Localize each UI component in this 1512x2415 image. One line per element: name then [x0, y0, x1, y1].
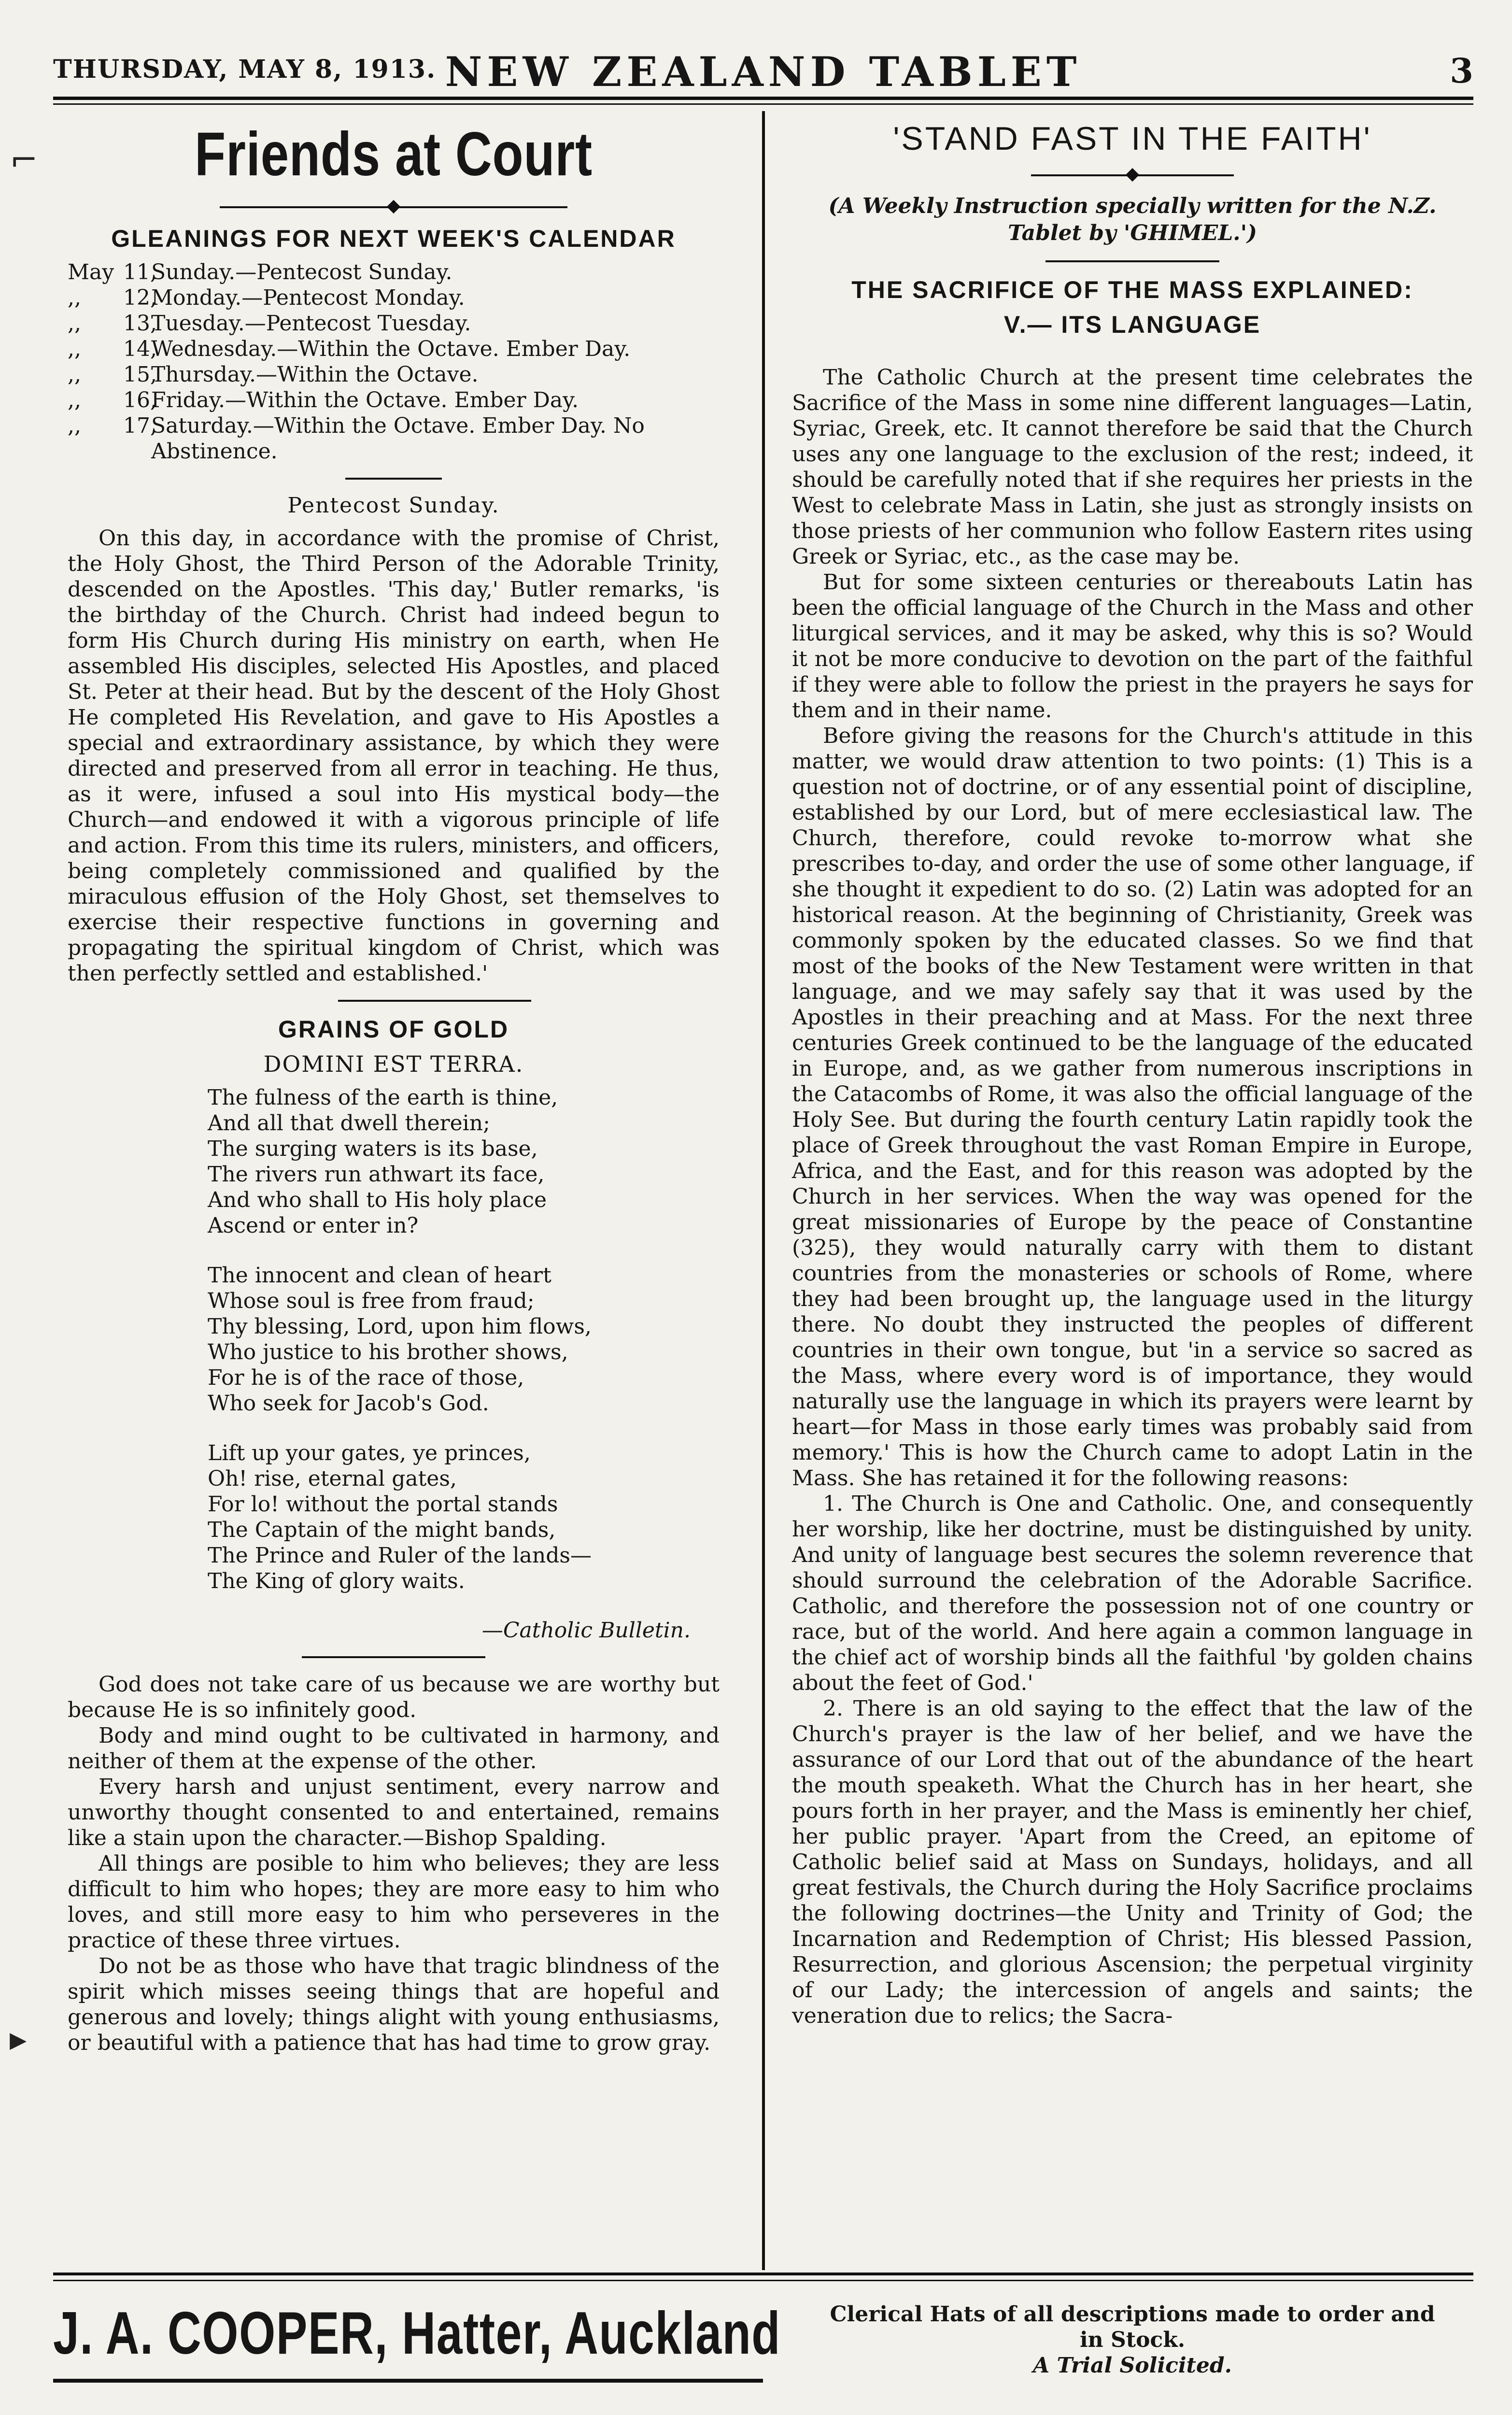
calendar-t: Tuesday.—Pentecost Tuesday. [151, 311, 471, 336]
calendar-m: May [68, 259, 114, 284]
divider [1046, 260, 1219, 262]
header-rule [53, 97, 1473, 100]
article-body [792, 365, 1473, 2029]
section-title: 'STAND FAST IN THE FAITH' [893, 120, 1372, 157]
section-title: Friends at Court [195, 120, 593, 189]
poem-stanza [208, 1263, 720, 1416]
page-number: 3 [1450, 51, 1473, 91]
calendar-d: 16, [123, 387, 157, 412]
poem [208, 1085, 720, 1594]
poem-attribution: —Catholic Bulletin. [481, 1618, 691, 1643]
notice-line: Clerical Hats of all descriptions made to order and [830, 2302, 1435, 2327]
calendar-heading: GLEANINGS FOR NEXT WEEK'S CALENDAR [111, 225, 676, 252]
poem-line: The Prince and Ruler of the lands— [208, 1543, 592, 1568]
poem-line: For he is of the race of those, [208, 1365, 524, 1390]
left-column [68, 121, 720, 2056]
calendar-entry [68, 362, 720, 387]
pentecost-heading: Pentecost Sunday. [287, 493, 500, 518]
article-paragraph: But for some sixteen centuries or thereabouts Latin has been the official language of the Church in the Mass and other liturgical services, and it may be asked, why this is so? Would it not be more conducive to devotion on the part of the faithful if they were able to follow the priest in the prayers he says for them and in their name. [792, 569, 1473, 723]
masthead: NEW ZEALAND TABLET [445, 48, 1082, 96]
poem-line: The fulness of the earth is thine, [208, 1085, 558, 1110]
calendar-entry [68, 311, 720, 336]
calendar-entry [68, 259, 720, 285]
poem-line: For lo! without the portal stands [208, 1492, 558, 1517]
ornament-rule [220, 199, 567, 214]
maxim-paragraph: Do not be as those who have that tragic blindness of the spirit which misses seeing things that are hopeful and generous and lovely; things alight with young enthusiasms, or beautiful with a patience that has had time to grow gray. [68, 1953, 720, 2055]
divider [338, 1000, 531, 1002]
instruction-byline: (A Weekly Instruction specially written for the N.Z. Tablet by 'GHIMEL.') [828, 193, 1437, 245]
poem-line: The surging waters is its base, [208, 1136, 538, 1161]
calendar-t: Monday.—Pentecost Monday. [151, 285, 465, 310]
calendar-m: ,, [68, 362, 81, 387]
margin-mark: ⌐ [10, 140, 38, 180]
article-paragraph: The Catholic Church at the present time celebrates the Sacrifice of the Mass in some nine different languages—Latin, Syriac, Greek, etc. It cannot therefore be said that the Church uses any one language to the exclusion of the rest; indeed, it should be carefully noted that if she requires her priests in the West to celebrate Mass in Latin, she just as strongly insists on those priests of her communion who follow Eastern rites using Greek or Syriac, etc., as the case may be. [792, 365, 1473, 569]
poem-line: The innocent and clean of heart [208, 1263, 551, 1288]
grains-heading: GRAINS OF GOLD [278, 1015, 509, 1043]
article-paragraph: 2. There is an old saying to the effect that the law of the Church's prayer is the law of her belief, and we have the assurance of our Lord that out of the abundance of the heart the mouth speaketh. What the Church has in her heart, she pours forth in her prayer, and the Mass is eminently her chief, her public prayer. 'Apart from the Creed, an epitome of Catholic belief said at Mass on Sundays, holidays, and all great festivals, the Church during the Holy Sacrifice proclaims the following doctrines—the Unity and Trinity of God; the Incarnation and Redemption of Christ; His blessed Passion, Resurrection, and glorious Ascension; the perpetual virginity of our Lady; the intercession of angels and saints; the veneration due to relics; the Sacra- [792, 1696, 1473, 2028]
poem-line: Whose soul is free from fraud; [208, 1288, 535, 1313]
calendar-m: ,, [68, 336, 81, 361]
poem-line: The rivers run athwart its face, [208, 1162, 545, 1187]
notice-line: in Stock. [1079, 2328, 1186, 2352]
calendar-d: 12, [123, 285, 157, 310]
poem-line: And all that dwell therein; [208, 1110, 490, 1136]
poem-line: Lift up your gates, ye princes, [208, 1440, 531, 1465]
calendar-entry [68, 387, 720, 413]
calendar-list [68, 259, 720, 464]
calendar-d: 15, [123, 362, 157, 387]
calendar-d: 13, [123, 311, 157, 336]
footer-rule [53, 2273, 1473, 2275]
calendar-t: Saturday.—Within the Octave. Ember Day. No Abstinence. [151, 413, 645, 464]
notice-line: A Trial Solicited. [1033, 2353, 1232, 2378]
poem-line: The Captain of the might bands, [208, 1517, 556, 1542]
page-header [53, 46, 1473, 99]
poem-line: Who seek for Jacob's God. [208, 1391, 489, 1416]
issue-date: THURSDAY, MAY 8, 1913. [53, 55, 437, 84]
column-divider [762, 111, 765, 2270]
advert-underline [53, 2379, 763, 2383]
maxim-paragraph: Every harsh and unjust sentiment, every narrow and unworthy thought consented to and entertained, remains like a stain upon the character.—Bishop Spalding. [68, 1774, 720, 1850]
margin-mark: ▸ [10, 2019, 27, 2059]
calendar-t: Sunday.—Pentecost Sunday. [151, 259, 452, 284]
divider [345, 478, 442, 480]
divider [302, 1656, 485, 1658]
calendar-entry [68, 285, 720, 311]
article-subheading: V.— ITS LANGUAGE [1003, 311, 1261, 338]
maxims [68, 1672, 720, 2056]
calendar-d: 17, [123, 413, 157, 438]
calendar-m: ,, [68, 413, 81, 438]
calendar-entry [68, 413, 720, 464]
calendar-t: Wednesday.—Within the Octave. Ember Day. [151, 336, 631, 361]
maxim-paragraph: All things are posible to him who believes; they are less difficult to him who hopes; they are more easy to him who loves, and still more easy to him who perseveres in the practice of these three virtues. [68, 1851, 720, 1953]
poem-title: DOMINI EST TERRA. [263, 1051, 524, 1077]
poem-line: The King of glory waits. [208, 1568, 465, 1593]
article-paragraph: 1. The Church is One and Catholic. One, and consequently her worship, like her doctrine, must be distinguished by unity. And unity of language best secures the solemn reverence that should surround the celebration of the Adorable Sacrifice. Catholic, and therefore the possession not of one country or race, but of the world. And here again a common language in the chief act of worship binds all the faithful 'by golden chains about the feet of God.' [792, 1491, 1473, 1695]
maxim-paragraph: Body and mind ought to be cultivated in harmony, and neither of them at the expense of the other. [68, 1723, 720, 1774]
maxim-paragraph: God does not take care of us because we are worthy but because He is so infinitely good. [68, 1672, 720, 1722]
calendar-t: Thursday.—Within the Octave. [151, 362, 479, 387]
calendar-m: ,, [68, 285, 81, 310]
poem-line: Oh! rise, eternal gates, [208, 1466, 457, 1491]
footer-rule-thin [53, 2280, 1473, 2281]
poem-line: Who justice to his brother shows, [208, 1339, 568, 1364]
calendar-d: 11, [123, 259, 157, 284]
calendar-t: Friday.—Within the Octave. Ember Day. [151, 387, 579, 412]
poem-line: And who shall to His holy place [208, 1187, 547, 1212]
hatter-advert: J. A. COOPER, Hatter, Auckland [53, 2300, 781, 2367]
pentecost-text: On this day, in accordance with the promise of Christ, the Holy Ghost, the Third Person of the Adorable Trinity, descended on the Apostles. 'This day,' Butler remarks, 'is the birthday of the Church. Christ had indeed begun to form His Church during His ministry on earth, when He assembled His disciples, selected His Apostles, and placed St. Peter at their head. But by the descent of the Holy Ghost He completed His Revelation, and gave to His Apostles a special and extraordinary assistance, by which they were directed and preserved from all error in teaching. He thus, as it were, infused a soul into His mystical body—the Church—and endowed it with a vigorous principle of life and action. From this time its rulers, ministers, and officers, being completely commissioned and qualified by the miraculous effusion of the Holy Ghost, set themselves to exercise their respective functions in governing and propagating the spiritual kingdom of Christ, which was then perfectly settled and established.' [68, 526, 720, 986]
calendar-entry [68, 336, 720, 362]
poem-stanza [208, 1440, 720, 1594]
poem-line: Thy blessing, Lord, upon him flows, [208, 1314, 592, 1339]
right-column [792, 121, 1473, 2029]
header-rule-thin [53, 103, 1473, 105]
article-paragraph: Before giving the reasons for the Church's attitude in this matter, we would draw attention to two points: (1) This is a question not of doctrine, or of any essential point of discipline, established by our Lord, but of mere ecclesiastical law. The Church, therefore, could revoke to-morrow what she prescribes to-day, and order the use of some other language, if she thought it expedient to do so. (2) Latin was adopted for an historical reason. At the beginning of Christianity, Greek was commonly spoken by the educated classes. So we find that most of the books of the New Testament were written in that language, and we may safely say that it was used by the Apostles in their preaching and at Mass. For the next three centuries Greek continued to be the language of the educated in Europe, and, as we gather from numerous inscriptions in the Catacombs of Rome, it was also the official language of the Holy See. But during the fourth century Latin rapidly took the place of Greek throughout the vast Roman Empire in Europe, Africa, and the East, and for this reason was adopted by the Church in her services. When the way was opened for the great missionaries of Europe by the peace of Constantine (325), they would naturally carry with them to distant countries from the monasteries or schools of Rome, where they had been brought up, the language used in the liturgy there. No doubt they instructed the peoples of different countries in their own tongue, but 'in a service so sacred as the Mass, where every word is of importance, they would naturally use the language in which its prayers were learnt by heart—for Mass in those early times was probably said from memory.' This is how the Church came to adopt Latin in the Mass. She has retained it for the following reasons: [792, 723, 1473, 1491]
article-heading: THE SACRIFICE OF THE MASS EXPLAINED: [851, 276, 1413, 303]
calendar-m: ,, [68, 311, 81, 336]
poem-stanza [208, 1085, 720, 1238]
poem-line: Ascend or enter in? [208, 1213, 419, 1238]
calendar-d: 14, [123, 336, 157, 361]
ornament-rule [1031, 168, 1234, 182]
calendar-m: ,, [68, 387, 81, 412]
advert-notice [792, 2301, 1473, 2378]
